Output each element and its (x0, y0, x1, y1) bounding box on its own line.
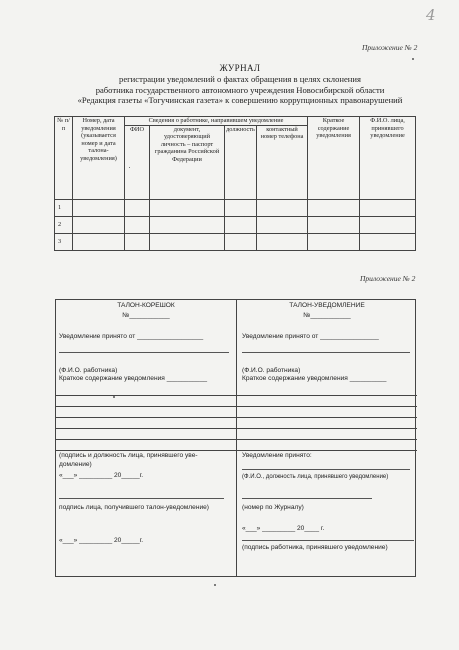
stub-signature-line1: (подпись и должность лица, принявшего уве- (59, 452, 198, 459)
talon-stub-title: ТАЛОН-КОРЕШОК (117, 302, 175, 309)
scan-speck (214, 584, 216, 586)
col-header-reg: Номер, дата уведомления (указывается номер и дата талона-уведомления) (73, 117, 125, 200)
page-number: 4 (426, 6, 436, 24)
notice-worker-blank (242, 540, 414, 541)
table-row (55, 216, 416, 233)
stub-signature-blank (59, 498, 224, 499)
talon-rule-2 (56, 406, 417, 407)
stub-summary-label: Краткое содержание уведомления ___________ (59, 375, 208, 382)
notice-journal-no: (номер по Журналу) (242, 504, 304, 511)
notice-receiver-note: (Ф.И.О., должность лица, принявшего уведомление) (242, 474, 389, 480)
journal-subtitle-2: работника государственного автономного учреждения Новосибирской области (95, 84, 385, 95)
stub-accepted-from: Уведомление принято от __________________ (59, 333, 204, 340)
talon-rule-3 (56, 417, 417, 418)
row-number: 2 (55, 216, 73, 233)
scan-speck (129, 167, 130, 168)
stub-fio-note: (Ф.И.О. работника) (59, 367, 118, 374)
scan-speck (113, 396, 115, 398)
col-header-fio: ФИО (125, 125, 150, 199)
talon-rule-1 (56, 395, 417, 396)
notice-accepted: Уведомление принято: (242, 452, 312, 459)
scan-speck (412, 58, 414, 60)
talon-notice-title: ТАЛОН-УВЕДОМЛЕНИЕ (289, 302, 365, 309)
notice-summary-label: Краткое содержание уведомления __________ (242, 375, 387, 382)
talon-rule-5 (56, 439, 417, 440)
stub-date-2: «___» _________ 20_____г. (59, 537, 144, 544)
talon-notice-number: №___________ (303, 312, 351, 319)
talon-stub (56, 300, 237, 576)
notice-journal-blank (242, 498, 372, 499)
notice-date: «___» _________ 20____ г. (242, 525, 325, 532)
notice-worker-signature: (подпись работника, принявшего уведомление) (242, 544, 388, 551)
notice-accepted-from: Уведомление принято от ________________ (242, 333, 379, 340)
journal-subtitle-1: регистрации уведомлений о фактах обращения в целях склонения (119, 74, 361, 85)
talon-rule-4 (56, 428, 417, 429)
col-header-summary: Краткое содержание уведомления (308, 117, 360, 200)
col-header-doc: документ, удостоверяющий личность – паспорт гражданина Российской Федерации (150, 125, 225, 199)
talon-form (55, 299, 416, 577)
journal-table (54, 116, 416, 251)
journal-subtitle-3: «Редакция газеты «Тогучинская газета» к совершению коррупционных правонарушений (77, 94, 403, 105)
col-header-receiver: Ф.И.О. лица, принявшего уведомление (360, 117, 416, 200)
table-row (55, 233, 416, 250)
row-number: 3 (55, 233, 73, 250)
stub-date-1: «___» _________ 20_____г. (59, 472, 144, 479)
table-row (55, 199, 416, 216)
notice-receiver-blank (242, 469, 410, 470)
col-header-group: Сведения о работнике, направившем уведомление (125, 117, 308, 126)
stub-blank-line (59, 352, 229, 353)
notice-blank-line (242, 352, 410, 353)
col-header-num: № п/п (55, 117, 73, 200)
stub-recipient-signature: подпись лица, получившего талон-уведомление) (59, 504, 210, 511)
talon-stub-number: №___________ (122, 312, 170, 319)
stub-signature-line2: домление) (59, 461, 92, 468)
journal-title: ЖУРНАЛ (219, 63, 261, 73)
talon-notice (237, 300, 417, 576)
col-header-phone: контактный номер телефона (257, 125, 308, 199)
row-number: 1 (55, 199, 73, 216)
notice-fio-note: (Ф.И.О. работника) (242, 367, 301, 374)
appendix-label-bottom: Приложение № 2 (360, 274, 416, 283)
col-header-pos: должность (225, 125, 257, 199)
appendix-label-top: Приложение № 2 (362, 43, 418, 52)
journal-title-block (40, 63, 440, 105)
talon-rule-6 (56, 450, 417, 451)
